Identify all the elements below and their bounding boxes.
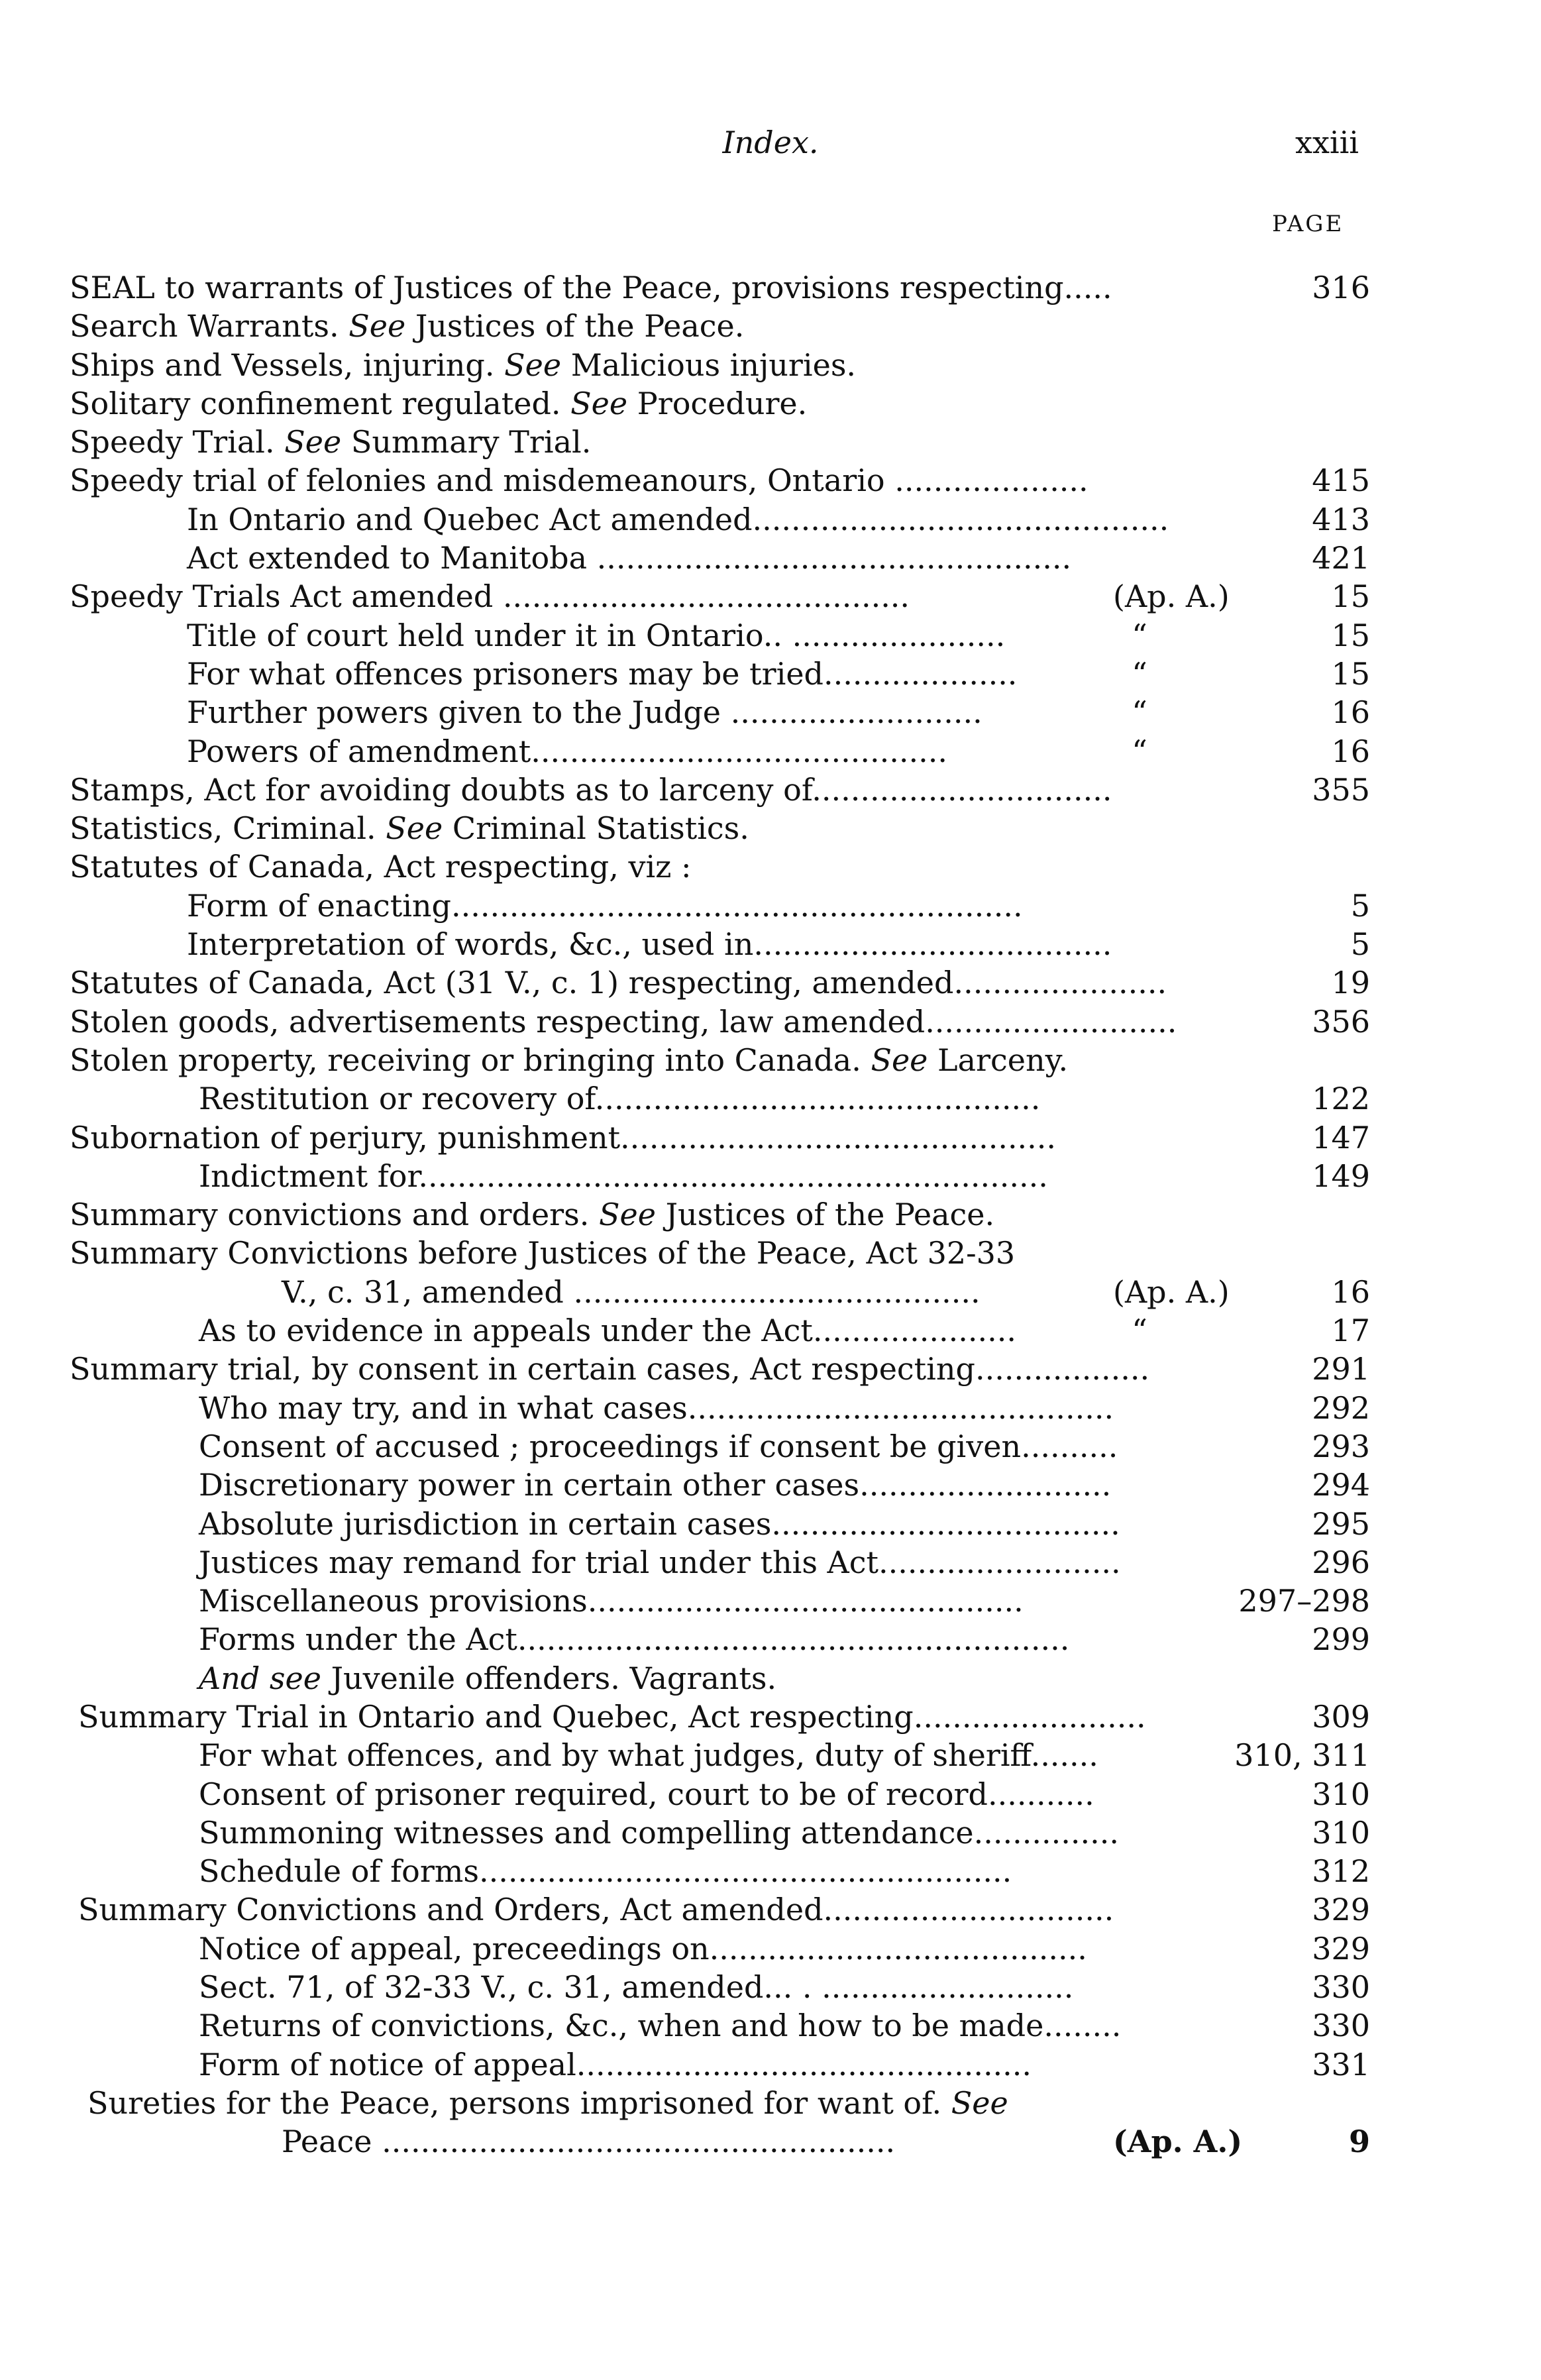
entry-text: Who may try, and in what cases............................................ <box>199 1389 1114 1426</box>
entry-page: 330 <box>1312 2008 1370 2044</box>
appendix-ref: (Ap. A.) <box>1113 1273 1230 1310</box>
index-subentry <box>0 1775 1541 1813</box>
entry-text: Title of court held under it in Ontario.. ...................... <box>187 617 1006 653</box>
entry-text: Statistics, Criminal. <box>70 810 376 847</box>
entry-text: Summary trial, by consent in certain cases, Act respecting.................. <box>70 1351 1150 1387</box>
see-reference: See <box>386 810 443 847</box>
entry-page: 309 <box>1312 1698 1370 1735</box>
ditto-mark: “ <box>1132 694 1147 731</box>
entry-text: Notice of appeal, preceedings on....................................... <box>199 1930 1087 1967</box>
entry-text: Speedy Trials Act amended .......................................... <box>70 578 910 615</box>
index-entry <box>0 771 1541 809</box>
index-entry <box>0 1195 1541 1234</box>
entry-page: 331 <box>1312 2046 1370 2082</box>
index-entry <box>0 1118 1541 1157</box>
index-entry <box>0 1041 1541 1079</box>
index-subentry <box>0 1079 1541 1118</box>
entry-text: Subornation of perjury, punishment............................................. <box>70 1119 1057 1156</box>
index-subentry <box>0 1813 1541 1852</box>
index-subentry <box>0 1505 1541 1543</box>
entry-text: Justices may remand for trial under this Act......................... <box>199 1544 1121 1580</box>
entry-page: 16 <box>1331 733 1370 769</box>
entry-page: 9 <box>1348 2124 1370 2160</box>
index-subentry <box>0 1543 1541 1582</box>
index-subentry <box>0 1273 1541 1311</box>
entry-page: 291 <box>1312 1351 1370 1387</box>
entry-text: Schedule of forms....................................................... <box>199 1853 1012 1890</box>
index-subentry <box>0 655 1541 693</box>
index-entry <box>0 847 1541 886</box>
entry-page: 15 <box>1331 655 1370 692</box>
entry-page: 149 <box>1312 1158 1370 1194</box>
index-subentry <box>0 500 1541 539</box>
entry-page: 122 <box>1312 1081 1370 1117</box>
entry-text: Stolen property, receiving or bringing into Canada. <box>70 1042 861 1078</box>
entry-page: 15 <box>1331 617 1370 653</box>
entry-page: 329 <box>1312 1892 1370 1928</box>
ditto-mark: “ <box>1132 1313 1147 1349</box>
entry-page: 310 <box>1312 1776 1370 1812</box>
see-target: Summary Trial. <box>350 424 592 460</box>
see-reference: And see <box>199 1660 321 1696</box>
entry-page: 295 <box>1312 1505 1370 1542</box>
index-entry <box>0 346 1541 384</box>
index-subentry <box>0 1620 1541 1658</box>
running-header-title: Index. <box>722 125 819 160</box>
entry-page: 16 <box>1331 1273 1370 1310</box>
entry-page: 293 <box>1312 1428 1370 1464</box>
entry-text: SEAL to warrants of Justices of the Peace, provisions respecting..... <box>70 270 1112 305</box>
index-entry <box>0 268 1541 307</box>
entry-text: Act extended to Manitoba ................................................. <box>187 540 1072 576</box>
entry-text: Peace ..................................................... <box>282 2124 896 2160</box>
see-target: Malicious injuries. <box>570 347 857 383</box>
index-entry <box>0 1350 1541 1388</box>
index-entry <box>0 963 1541 1002</box>
see-target: Procedure. <box>637 385 808 421</box>
entry-page: 5 <box>1350 926 1370 963</box>
index-subentry <box>0 1466 1541 1504</box>
entry-text: For what offences prisoners may be tried.................... <box>187 655 1018 692</box>
index-entry <box>0 1890 1541 1929</box>
appendix-ref: (Ap. A.) <box>1113 578 1230 615</box>
ditto-mark: “ <box>1132 733 1147 769</box>
entry-page: 421 <box>1312 540 1370 576</box>
index-entry <box>0 577 1541 616</box>
entry-text: Search Warrants. <box>70 308 339 345</box>
entry-page: 19 <box>1331 965 1370 1001</box>
see-target: Larceny. <box>937 1042 1069 1078</box>
see-reference: See <box>348 308 406 345</box>
entry-text: Consent of prisoner required, court to be of record........... <box>199 1776 1094 1812</box>
entry-text: Indictment for................................................................. <box>199 1158 1048 1194</box>
index-subentry <box>0 1659 1541 1698</box>
index-entries <box>0 268 1541 2161</box>
see-target: Justices of the Peace. <box>415 308 745 345</box>
see-target: Criminal Statistics. <box>452 810 749 847</box>
see-target: Justices of the Peace. <box>665 1197 995 1233</box>
entry-page: 355 <box>1312 771 1370 808</box>
entry-text: Summary Convictions and Orders, Act amended.............................. <box>78 1892 1114 1928</box>
entry-text: Sureties for the Peace, persons imprisoned for want of. <box>87 2084 942 2121</box>
entry-text: Sect. 71, of 32-33 V., c. 31, amended... . .......................... <box>199 1969 1074 2006</box>
entry-text: Stolen goods, advertisements respecting, law amended.......................... <box>70 1003 1177 1040</box>
entry-page: 329 <box>1312 1930 1370 1967</box>
index-subentry <box>0 1929 1541 1968</box>
index-subentry <box>0 2006 1541 2045</box>
entry-text: Form of notice of appeal............................................... <box>199 2046 1032 2082</box>
see-reference: See <box>951 2084 1008 2121</box>
see-reference: See <box>504 347 562 383</box>
entry-text: Statutes of Canada, Act (31 V., c. 1) respecting, amended...................... <box>70 965 1167 1001</box>
entry-page: 292 <box>1312 1389 1370 1426</box>
entry-text: Summary Trial in Ontario and Quebec, Act respecting........................ <box>78 1698 1146 1735</box>
entry-page: 5 <box>1350 887 1370 924</box>
entry-text: For what offences, and by what judges, duty of sheriff....... <box>199 1737 1098 1774</box>
index-subentry <box>0 1582 1541 1620</box>
index-subentry <box>0 1311 1541 1350</box>
entry-text: In Ontario and Quebec Act amended........................................... <box>187 501 1169 537</box>
index-entry <box>0 1234 1541 1272</box>
index-subentry <box>0 1852 1541 1890</box>
index-subentry <box>0 732 1541 771</box>
entry-page: 415 <box>1312 462 1370 499</box>
entry-page: 296 <box>1312 1544 1370 1580</box>
index-subentry <box>0 1157 1541 1195</box>
index-subentry <box>0 1427 1541 1466</box>
entry-page: 356 <box>1312 1003 1370 1040</box>
index-subentry <box>0 1968 1541 2006</box>
entry-text: Interpretation of words, &c., used in..................................... <box>187 926 1112 963</box>
entry-page: 310 <box>1312 1814 1370 1851</box>
appendix-ref: (Ap. A.) <box>1113 2124 1243 2160</box>
see-target: Juvenile offenders. Vagrants. <box>331 1660 777 1696</box>
entry-text: Statutes of Canada, Act respecting, viz : <box>70 849 692 885</box>
entry-text: V., c. 31, amended .......................................... <box>282 1273 981 1310</box>
entry-page: 310, 311 <box>1234 1737 1370 1774</box>
index-entry <box>0 307 1541 345</box>
entry-text: Returns of convictions, &c., when and how to be made........ <box>199 2008 1122 2044</box>
entry-text: Restitution or recovery of.............................................. <box>199 1081 1041 1117</box>
entry-text: Stamps, Act for avoiding doubts as to larceny of............................... <box>70 771 1112 808</box>
entry-text: Speedy trial of felonies and misdemeanours, Ontario .................... <box>70 462 1089 499</box>
page-number: xxiii <box>1295 125 1359 160</box>
page-column-label: PAGE <box>1272 211 1344 237</box>
index-subentry <box>0 539 1541 577</box>
entry-text: Summoning witnesses and compelling attendance............... <box>199 1814 1119 1851</box>
index-subentry <box>0 925 1541 963</box>
entry-text: Summary convictions and orders. <box>70 1197 590 1233</box>
index-entry <box>0 1698 1541 1736</box>
entry-page: 312 <box>1312 1853 1370 1890</box>
index-subentry <box>0 1736 1541 1774</box>
entry-text: Forms under the Act......................................................... <box>199 1621 1070 1658</box>
entry-text: Powers of amendment........................................... <box>187 733 947 769</box>
entry-page: 297–298 <box>1238 1583 1370 1619</box>
index-entry <box>0 2084 1541 2122</box>
entry-text: Further powers given to the Judge .......................... <box>187 694 983 731</box>
index-subentry <box>0 693 1541 731</box>
entry-text: Miscellaneous provisions............................................. <box>199 1583 1024 1619</box>
entry-page: 413 <box>1312 501 1370 537</box>
index-entry <box>0 1002 1541 1041</box>
entry-text: Absolute jurisdiction in certain cases.................................... <box>199 1505 1120 1542</box>
entry-text: Form of enacting........................................................... <box>187 887 1023 924</box>
index-entry <box>0 384 1541 423</box>
index-subentry <box>0 2122 1541 2161</box>
entry-text: As to evidence in appeals under the Act..................... <box>199 1313 1016 1349</box>
ditto-mark: “ <box>1132 617 1147 653</box>
entry-text: Ships and Vessels, injuring. <box>70 347 495 383</box>
entry-page: 16 <box>1331 694 1370 731</box>
index-entry <box>0 423 1541 461</box>
entry-page: 294 <box>1312 1467 1370 1503</box>
see-reference: See <box>570 385 628 421</box>
entry-page: 147 <box>1312 1119 1370 1156</box>
index-subentry <box>0 2045 1541 2084</box>
entry-text: Solitary confinement regulated. <box>70 385 561 421</box>
ditto-mark: “ <box>1132 655 1147 692</box>
see-reference: See <box>284 424 342 460</box>
entry-page: 330 <box>1312 1969 1370 2006</box>
entry-text: Consent of accused ; proceedings if consent be given.......... <box>199 1428 1118 1464</box>
entry-page: 299 <box>1312 1621 1370 1658</box>
entry-text: Speedy Trial. <box>70 424 275 460</box>
entry-page: 17 <box>1331 1313 1370 1349</box>
entry-page: 15 <box>1331 578 1370 615</box>
see-reference: See <box>599 1197 656 1233</box>
index-entry <box>0 461 1541 500</box>
see-reference: See <box>871 1042 928 1078</box>
index-subentry <box>0 1389 1541 1427</box>
entry-text: Summary Convictions before Justices of the Peace, Act 32-33 <box>70 1235 1016 1271</box>
index-entry <box>0 809 1541 847</box>
entry-page: 316 <box>1312 270 1370 305</box>
index-subentry <box>0 887 1541 925</box>
entry-text: Discretionary power in certain other cases.......................... <box>199 1467 1112 1503</box>
index-subentry <box>0 616 1541 655</box>
